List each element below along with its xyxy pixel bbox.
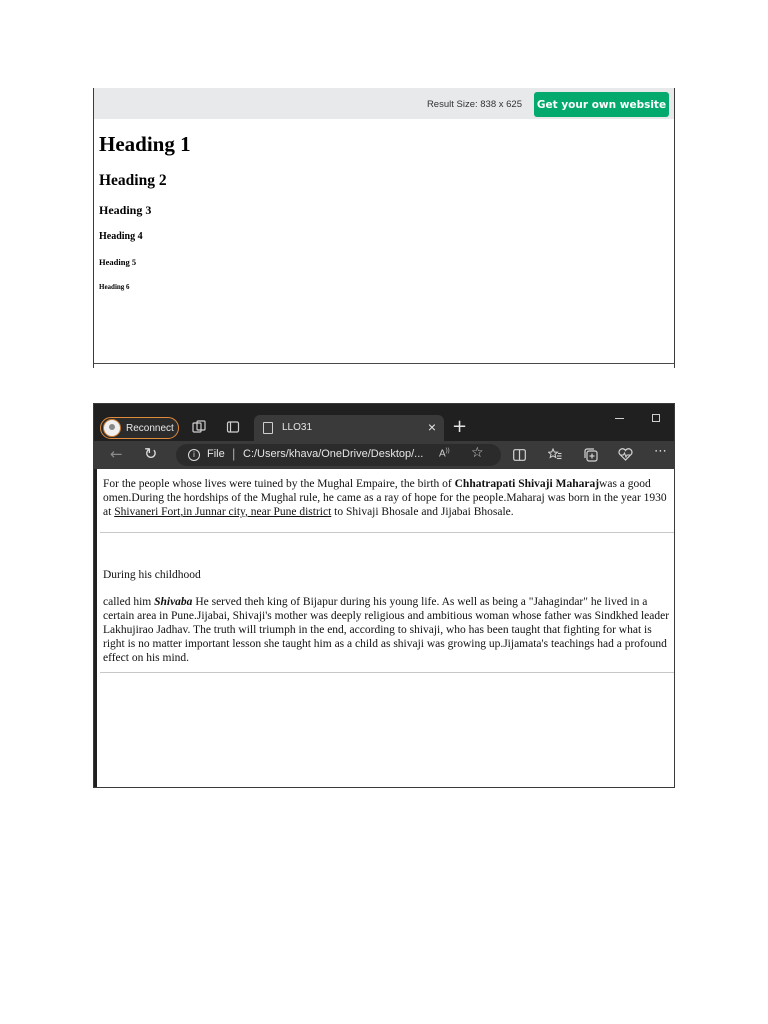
separator: | [232,446,236,461]
result-toolbar [94,88,674,119]
tab-llo31[interactable] [254,415,444,441]
document-icon [263,422,273,434]
heading-5: Heading 5 [99,257,137,267]
paragraph-birth [103,477,673,519]
horizontal-rule [100,532,675,533]
back-arrow-icon[interactable]: ← [110,445,123,463]
heading-demo-screenshot [93,88,675,368]
tab-title: LLO31 [282,422,313,433]
new-tab-button[interactable]: + [452,416,468,437]
workspaces-icon[interactable] [192,420,206,434]
browser-essentials-icon[interactable] [618,448,633,461]
reconnect-label: Reconnect [126,422,174,434]
favorite-star-icon[interactable]: ☆ [471,445,484,461]
p2-rest-text: He served theh king of Bijapur during his young life. As well as being a "Jahagindar" he lived in a certain area in Pune.Jijabai, Shivaji's mother was deeply religious and ambitious woman whose father was Sindkhed leader Lakhujirao Jadhav. The truth will triumph in the end, according to shivaji, who has been taught that fighting for what is right is no matter important lesson she taught him as a child as shivaji was growing up.Jijamata's teachings had a profound effect on his mind. [103,596,670,664]
shivaneri-fort-link[interactable]: Shivaneri Fort [114,506,181,518]
heading-6: Heading 6 [99,283,130,291]
get-your-own-website-button[interactable]: Get your own website [534,92,669,117]
tab-bar [94,404,674,441]
refresh-icon[interactable]: ↻ [144,444,158,463]
profile-avatar-icon [103,419,121,437]
heading-1: Heading 1 [99,132,191,156]
info-icon[interactable]: i [188,449,200,461]
favorites-list-icon[interactable] [548,448,562,461]
minimize-icon[interactable] [615,418,624,419]
paragraph-childhood [103,595,673,665]
p1-end-text: to Shivaji Bhosale and Jijabai Bhosale. [331,506,514,518]
url-path[interactable]: C:/Users/khava/OneDrive/Desktop/... [243,448,424,460]
p1-intro-text: For the people whose lives were tuined by the Mughal Empaire, the birth of [103,478,455,490]
heading-3: Heading 3 [99,203,152,217]
maximize-icon[interactable] [652,414,660,422]
browser-screenshot [93,403,675,788]
horizontal-rule [100,672,675,673]
result-size-label: Result Size: 838 x 625 [426,99,522,110]
childhood-heading: During his childhood [103,569,201,581]
read-aloud-icon[interactable]: A)) [439,448,450,460]
p1-middle-text: was a good omen.During the hordships of the Mughal rule, he came as a ray of hope for the people.Maharaj was born in the year 1930 at [103,478,667,518]
reconnect-button[interactable] [100,417,179,439]
p2-intro-text: called him [103,596,155,608]
tab-actions-icon[interactable] [226,420,240,434]
heading-2: Heading 2 [99,172,167,189]
junnar-city-link[interactable]: ,in Junnar city, near Pune district [180,506,332,518]
heading-4: Heading 4 [99,231,143,242]
shivaba-bold-italic: Shivaba [154,596,193,608]
divider [94,363,674,364]
address-toolbar [94,441,674,469]
collections-icon[interactable] [584,448,598,462]
close-tab-icon[interactable]: × [427,419,436,435]
address-bar[interactable] [176,444,501,466]
more-options-icon[interactable]: ⋯ [654,444,667,459]
shivaji-name-bold: Chhatrapati Shivaji Maharaj [454,478,600,490]
split-screen-icon[interactable] [513,449,526,461]
page-content [94,469,674,788]
file-label: File [207,448,225,460]
